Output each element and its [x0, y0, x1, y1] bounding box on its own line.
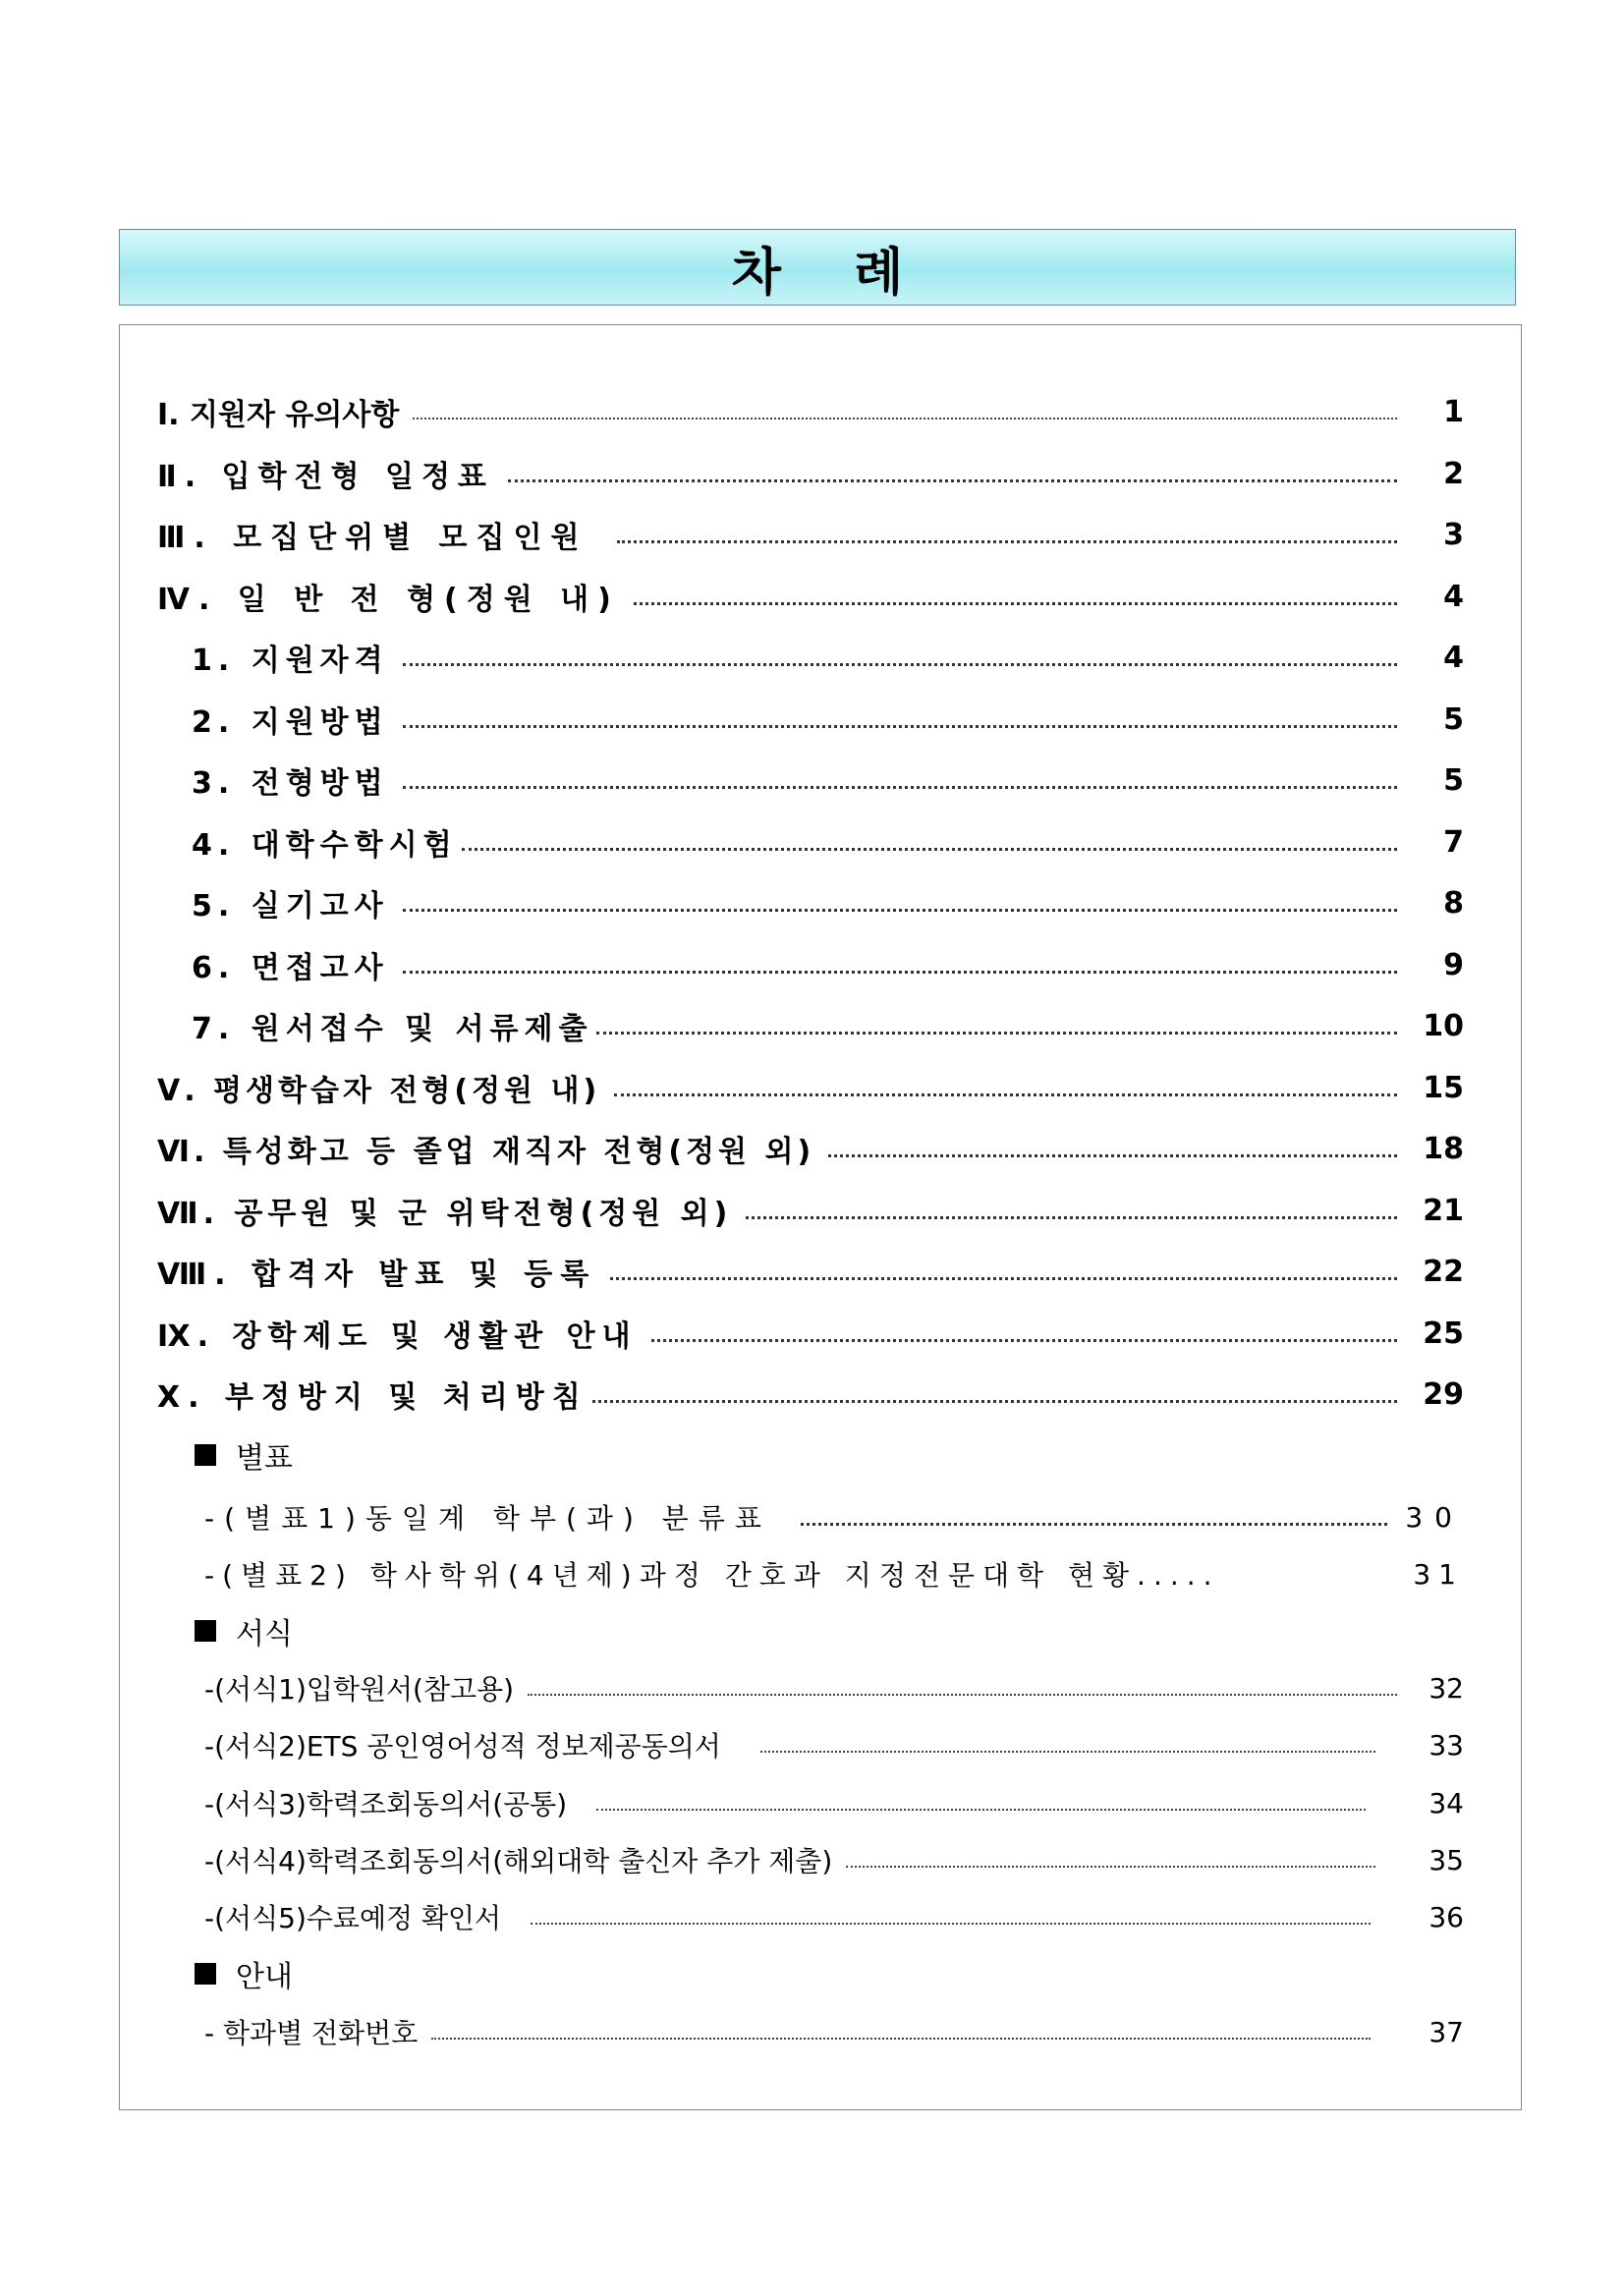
toc-entry[interactable] [157, 1129, 1464, 1168]
toc-entry-page: 7 [1443, 824, 1464, 860]
toc-subentry[interactable] [192, 760, 1464, 800]
toc-entry-page: 22 [1423, 1254, 1464, 1289]
leader-dots [403, 663, 1397, 666]
toc-entry-page: 25 [1423, 1316, 1464, 1351]
toc-entry[interactable] [157, 392, 1464, 431]
toc-entry-label: -(서식3)학력조회동의서(공통) [204, 1788, 568, 1820]
toc-entry-page: 29 [1423, 1376, 1464, 1412]
toc-entry-page: 3 [1443, 517, 1464, 552]
black-square-icon [195, 1444, 216, 1466]
leader-dots [431, 2038, 1371, 2040]
toc-entry-page: 9 [1443, 947, 1464, 982]
leader-dots [413, 418, 1397, 420]
leader-dots [614, 1093, 1397, 1096]
leader-dots [403, 725, 1397, 728]
toc-entry-label: -(별표2) 학사학위(4년제)과정 간호과 지정전문대학 현황..... [204, 1559, 1220, 1592]
toc-title-banner [119, 229, 1516, 306]
toc-entry-page: 10 [1423, 1008, 1464, 1043]
toc-entry-label: - 학과별 전화번호 [204, 2017, 419, 2049]
form-entry[interactable] [204, 1668, 1464, 1708]
leader-dots [760, 1751, 1375, 1753]
black-square-icon [195, 1963, 216, 1985]
toc-entry-label: -(서식5)수료예정 확인서 [204, 1902, 502, 1934]
toc-entry-page: 35 [1428, 1843, 1464, 1876]
form-entry[interactable] [204, 1783, 1464, 1822]
toc-entry-label: 3. 전형방법 [192, 766, 389, 801]
toc-entry-label: -(서식2)ETS 공인영어성적 정보제공동의서 [204, 1730, 721, 1763]
black-square-icon [195, 1620, 216, 1642]
toc-entry-page: 21 [1423, 1193, 1464, 1228]
toc-entry[interactable] [157, 1068, 1464, 1107]
page-title: 차 례 [731, 243, 931, 303]
toc-entry-label: -(서식1)입학원서(참고용) [204, 1673, 515, 1706]
toc-entry-page: 5 [1443, 701, 1464, 737]
toc-entry-page: 32 [1428, 1671, 1464, 1705]
toc-entry[interactable] [157, 1314, 1464, 1353]
leader-dots [801, 1523, 1387, 1526]
leader-dots [528, 1694, 1397, 1696]
section-heading-guide [195, 1954, 1501, 1993]
section-heading-forms [195, 1611, 1501, 1651]
toc-entry[interactable] [157, 1191, 1464, 1230]
leader-dots [592, 1400, 1397, 1403]
leader-dots [403, 909, 1397, 912]
leader-dots [596, 1032, 1397, 1035]
toc-entry-page: 4 [1443, 640, 1464, 675]
leader-dots [596, 1809, 1366, 1811]
appendix-entry[interactable] [204, 1554, 1464, 1594]
toc-entry-page: 1 [1443, 394, 1464, 429]
toc-entry-label: Ⅲ. 모집단위별 모집인원 [157, 521, 588, 555]
leader-dots [828, 1154, 1397, 1157]
leader-dots [846, 1866, 1375, 1868]
toc-entry-label: Ⅶ. 공무원 및 군 위탁전형(정원 외) [157, 1197, 733, 1231]
toc-entry-label: Ⅹ. 부정방지 및 처리방침 [157, 1380, 588, 1415]
toc-entry-label: Ⅵ. 특성화고 등 졸업 재직자 전형(정원 외) [157, 1135, 815, 1169]
toc-entry[interactable] [157, 454, 1464, 493]
toc-entry-page: 36 [1428, 1900, 1464, 1933]
toc-subentry[interactable] [192, 945, 1464, 984]
toc-entry-label: 5. 실기고사 [192, 889, 389, 924]
toc-entry-label: 6. 면접고사 [192, 951, 389, 985]
toc-entry-label: 1. 지원자격 [192, 644, 389, 678]
leader-dots [651, 1339, 1397, 1342]
toc-entry-page: 34 [1428, 1786, 1464, 1820]
leader-dots [617, 540, 1397, 543]
toc-entry-label: -(서식4)학력조회동의서(해외대학 출신자 추가 제출) [204, 1845, 833, 1877]
toc-entry-label: 2. 지원방법 [192, 705, 389, 740]
toc-entry-label: Ⅸ. 장학제도 및 생활관 안내 [157, 1319, 638, 1354]
toc-entry-page: 15 [1423, 1070, 1464, 1105]
leader-dots [403, 971, 1397, 974]
section-heading-appendix [195, 1435, 1501, 1475]
section-heading-label: 서식 [236, 1617, 293, 1652]
toc-subentry[interactable] [192, 700, 1464, 739]
leader-dots [610, 1277, 1397, 1280]
toc-entry-page: 18 [1423, 1131, 1464, 1166]
toc-subentry[interactable] [192, 822, 1464, 862]
toc-entry[interactable] [157, 515, 1464, 554]
leader-dots [462, 848, 1397, 851]
toc-entry-label: -(별표1)동일계 학부(과) 분류표 [204, 1502, 771, 1535]
toc-entry-page: 2 [1443, 456, 1464, 491]
leader-dots [634, 602, 1397, 605]
leader-dots [403, 786, 1397, 789]
toc-subentry[interactable] [192, 638, 1464, 677]
leader-dots [508, 479, 1397, 482]
section-heading-label: 안내 [236, 1960, 293, 1994]
toc-entry-page: 30 [1405, 1500, 1464, 1534]
toc-entry-label: Ⅷ. 합격자 발표 및 등록 [157, 1258, 597, 1292]
leader-dots [531, 1923, 1371, 1925]
form-entry[interactable] [204, 1725, 1464, 1764]
toc-entry-page: 37 [1428, 2015, 1464, 2048]
form-entry[interactable] [204, 1840, 1464, 1879]
toc-entry[interactable] [157, 577, 1464, 616]
toc-entry-label: Ⅱ. 입학전형 일정표 [157, 460, 494, 494]
toc-entry-page: 4 [1443, 579, 1464, 614]
toc-subentry[interactable] [192, 1006, 1464, 1045]
toc-entry-page: 8 [1443, 885, 1464, 921]
toc-entry[interactable] [157, 1374, 1464, 1414]
toc-entry-label: Ⅴ. 평생학습자 전형(정원 내) [157, 1074, 601, 1108]
toc-entry-label: 4. 대학수학시험 [192, 828, 458, 863]
toc-entry[interactable] [157, 1252, 1464, 1291]
toc-entry-label: 7. 원서접수 및 서류제출 [192, 1012, 593, 1046]
toc-entry-page: 33 [1428, 1728, 1464, 1762]
form-entry[interactable] [204, 1897, 1464, 1936]
toc-subentry[interactable] [192, 883, 1464, 923]
toc-entry-page: 5 [1443, 762, 1464, 798]
toc-entry-label: Ⅳ. 일 반 전 형(정원 내) [157, 583, 620, 617]
leader-dots [746, 1216, 1397, 1219]
guide-entry[interactable] [204, 2012, 1464, 2051]
toc-entry-page: 31 [1413, 1557, 1464, 1591]
toc-entry-label: Ⅰ. 지원자 유의사항 [157, 398, 400, 432]
section-heading-label: 별표 [236, 1441, 293, 1476]
appendix-entry[interactable] [204, 1497, 1464, 1537]
